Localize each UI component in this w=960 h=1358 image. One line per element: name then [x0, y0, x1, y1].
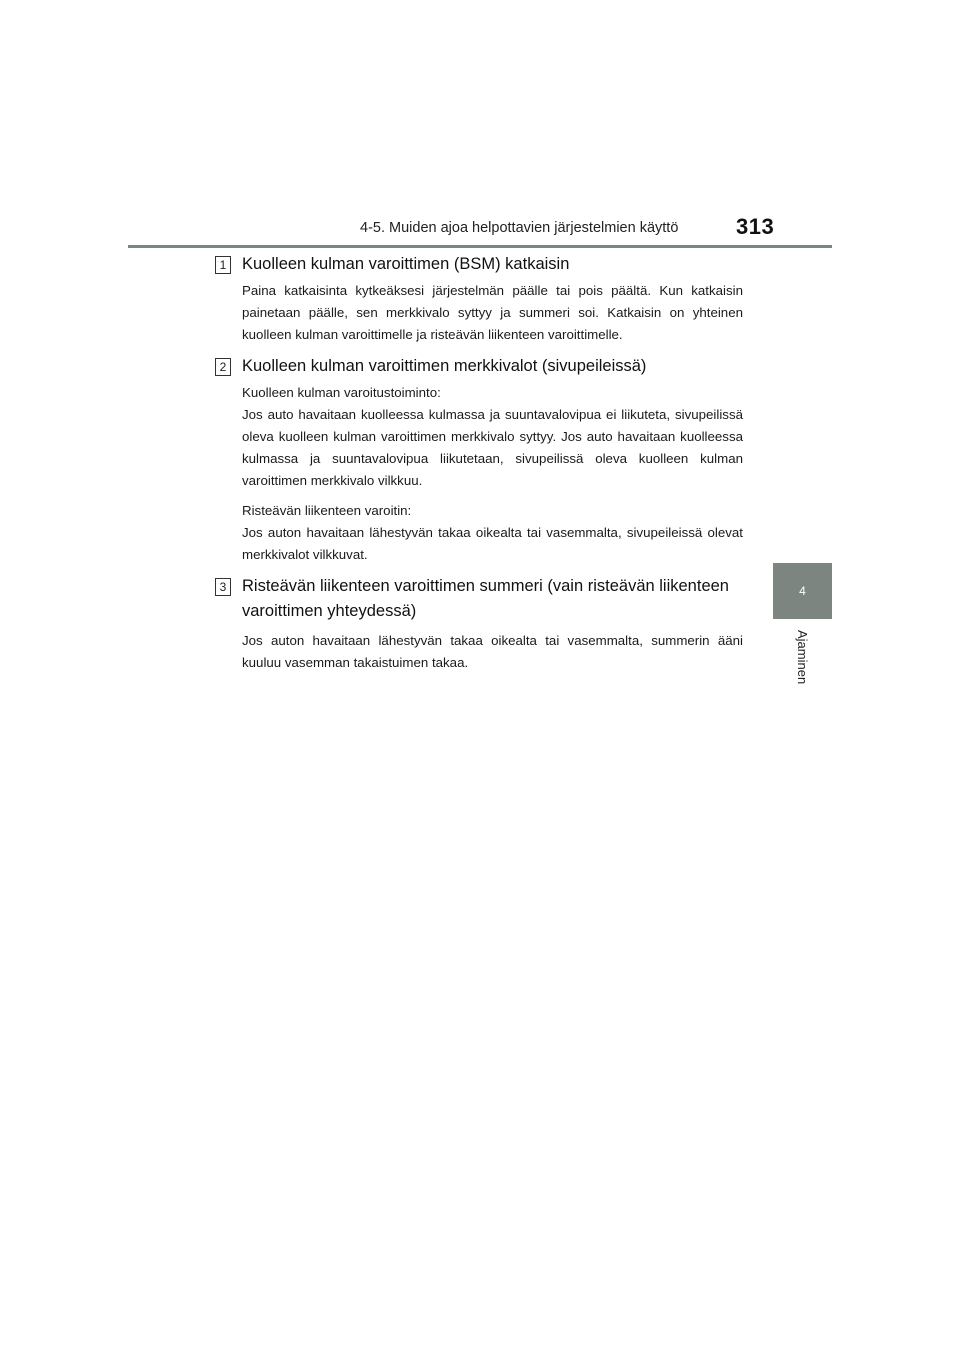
item-subsection	[242, 500, 743, 566]
item-body	[242, 280, 743, 346]
subsection-text: Jos auto havaitaan kuolleessa kulmassa ja suuntavalovipua ei liikuteta, sivupeilissä oleva kuolleen kulman varoittimen merkkivalo syttyy. Jos auto havaitaan kuolleessa kulmassa ja suuntavalovipua liikutetaan, sivupeilissä oleva kuolleen kulman varoittimen merkkivalo vilkkuu.	[242, 407, 743, 488]
item-subsection	[242, 382, 743, 492]
item-number-marker: 1	[215, 256, 231, 274]
item-title: Kuolleen kulman varoittimen merkkivalot (sivupeileissä)	[242, 357, 647, 375]
subsection-text: Jos auton havaitaan lähestyvän takaa oikealta tai vasemmalta, sivupeileissä olevat merkkivalot vilkkuvat.	[242, 525, 743, 562]
item-number-marker: 3	[215, 578, 231, 596]
chapter-tab	[773, 563, 832, 619]
chapter-label: Ajaminen	[795, 630, 810, 685]
subsection-label: Kuolleen kulman varoitustoiminto:	[242, 385, 441, 400]
main-content	[213, 252, 743, 682]
page-number: 313	[736, 214, 775, 239]
section-title: 4-5. Muiden ajoa helpottavien järjestelmien käyttö	[360, 220, 679, 236]
chapter-number: 4	[799, 584, 806, 598]
header-divider	[128, 245, 832, 248]
item-paragraph: Jos auton havaitaan lähestyvän takaa oikealta tai vasemmalta, summerin ääni kuuluu vasemman takaistuimen takaa.	[242, 633, 743, 670]
item-number-marker: 2	[215, 358, 231, 376]
item-title: Kuolleen kulman varoittimen (BSM) katkaisin	[242, 255, 570, 273]
list-item-2	[213, 354, 743, 566]
subsection-label: Risteävän liikenteen varoitin:	[242, 503, 412, 518]
item-body	[242, 630, 743, 674]
list-item-1	[213, 252, 743, 346]
item-title: Risteävän liikenteen varoittimen summeri (vain risteävän liikenteen varoittimen yhteydessä)	[242, 577, 729, 620]
item-body	[242, 382, 743, 566]
item-paragraph: Paina katkaisinta kytkeäksesi järjestelmän päälle tai pois päältä. Kun katkaisin painetaan päälle, sen merkkivalo syttyy ja summeri soi. Katkaisin on yhteinen kuolleen kulman varoittimelle ja risteävän liikenteen varoittimelle.	[242, 283, 743, 342]
list-item-3	[213, 574, 743, 674]
